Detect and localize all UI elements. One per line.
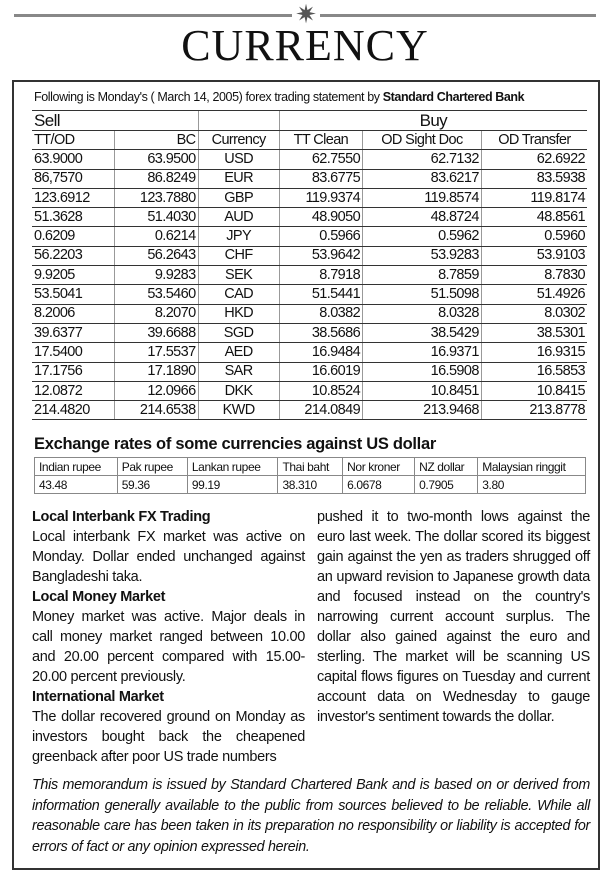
intro-text xyxy=(34,90,524,104)
article-col-1 xyxy=(32,507,305,767)
cell: 83.6775 xyxy=(279,169,362,188)
currency-panel xyxy=(12,80,600,870)
usd-rates-heading: Exchange rates of some currencies against US dollar xyxy=(34,435,436,453)
table-row xyxy=(32,150,587,169)
para-local-fx: Local interbank FX market was active on Monday. Dollar ended unchanged against Bangladeshi taka. xyxy=(32,529,305,585)
cell: 53.5041 xyxy=(32,285,115,304)
cell: Indian rupee xyxy=(35,458,118,476)
cell: 8.2070 xyxy=(115,304,198,323)
table-row xyxy=(32,401,587,420)
cell: 38.5301 xyxy=(481,323,587,342)
cell: OD Transfer xyxy=(481,131,587,150)
cell: KWD xyxy=(198,401,279,420)
cell: 9.9283 xyxy=(115,266,198,285)
cell: 51.3628 xyxy=(32,208,115,227)
para-international-cont: pushed it to two-month lows against the euro last week. The dollar scored its biggest gain against the yen as traders shrugged off an upward revision to Japanese growth data and focused instead on the country's narrowing current account surplus. The dollar also gained against the euro and sterling. The market will be scanning US capital flows figures on Tuesday and current account data on Wednesday to gauge investor's sentiment towards the dollar. xyxy=(317,509,590,725)
cell: 17.5400 xyxy=(32,343,115,362)
cell: 86,7570 xyxy=(32,169,115,188)
cell: 38.5429 xyxy=(363,323,482,342)
table-row xyxy=(32,188,587,207)
starburst-icon: ✷ xyxy=(292,0,320,28)
cell: Thai baht xyxy=(278,458,343,476)
cell: 0.6214 xyxy=(115,227,198,246)
table-row xyxy=(32,343,587,362)
cell: GBP xyxy=(198,188,279,207)
cell: 10.8524 xyxy=(279,381,362,400)
cell: 99.19 xyxy=(187,476,278,494)
cell: 16.5908 xyxy=(363,362,482,381)
cell: 63.9000 xyxy=(32,150,115,169)
group-header-row xyxy=(32,111,587,131)
forex-table xyxy=(32,110,587,420)
article-col-2 xyxy=(317,507,590,767)
cell: 8.7859 xyxy=(363,266,482,285)
cell: 43.48 xyxy=(35,476,118,494)
cell: 119.9374 xyxy=(279,188,362,207)
cell: 119.8174 xyxy=(481,188,587,207)
cell: 16.5853 xyxy=(481,362,587,381)
cell: 214.0849 xyxy=(279,401,362,420)
usd-rates-table xyxy=(34,457,586,494)
cell: Lankan rupee xyxy=(187,458,278,476)
cell: TT Clean xyxy=(279,131,362,150)
cell: Nor kroner xyxy=(343,458,415,476)
cell: 8.7830 xyxy=(481,266,587,285)
cell: BC xyxy=(115,131,198,150)
cell: CHF xyxy=(198,246,279,265)
cell: 17.5537 xyxy=(115,343,198,362)
cell: 0.5960 xyxy=(481,227,587,246)
buy-header: Buy xyxy=(279,111,587,131)
page-title: CURRENCY xyxy=(181,21,429,70)
cell: 17.1756 xyxy=(32,362,115,381)
cell: 51.5098 xyxy=(363,285,482,304)
table-row xyxy=(32,304,587,323)
table-row xyxy=(32,227,587,246)
cell: 63.9500 xyxy=(115,150,198,169)
cell: NZ dollar xyxy=(415,458,478,476)
cell: 48.8561 xyxy=(481,208,587,227)
cell: 119.8574 xyxy=(363,188,482,207)
cell: 53.5460 xyxy=(115,285,198,304)
cell: EUR xyxy=(198,169,279,188)
cell: 8.0328 xyxy=(363,304,482,323)
cell: AED xyxy=(198,343,279,362)
cell: 12.0966 xyxy=(115,381,198,400)
cell: 213.9468 xyxy=(363,401,482,420)
cell: 10.8415 xyxy=(481,381,587,400)
cell: 51.5441 xyxy=(279,285,362,304)
cell: 48.8724 xyxy=(363,208,482,227)
cell: 0.5962 xyxy=(363,227,482,246)
table-row xyxy=(32,362,587,381)
cell: 17.1890 xyxy=(115,362,198,381)
cell: 62.7132 xyxy=(363,150,482,169)
cell: 16.6019 xyxy=(279,362,362,381)
disclaimer: This memorandum is issued by Standard Chartered Bank and is based on or derived from information generally available to the public from sources believed to be reliable. While all reasonable care has been taken in its preparation no responsibility or liability is accepted for errors of fact or any opinion expressed herein. xyxy=(32,777,590,855)
cell: 214.4820 xyxy=(32,401,115,420)
cell: 38.5686 xyxy=(279,323,362,342)
table-row xyxy=(32,266,587,285)
table-row xyxy=(32,381,587,400)
usd-header-row xyxy=(35,458,586,476)
cell: 39.6377 xyxy=(32,323,115,342)
cell: HKD xyxy=(198,304,279,323)
cell: 214.6538 xyxy=(115,401,198,420)
sell-header: Sell xyxy=(32,111,198,131)
table-row xyxy=(32,323,587,342)
cell: 213.8778 xyxy=(481,401,587,420)
article xyxy=(32,507,590,767)
cell: Malaysian ringgit xyxy=(478,458,586,476)
cell: 10.8451 xyxy=(363,381,482,400)
blank-header xyxy=(198,111,279,131)
cell: 53.9103 xyxy=(481,246,587,265)
para-international: The dollar recovered ground on Monday as investors bought back the cheapened greenback after poor US trade numbers xyxy=(32,709,305,765)
cell: 86.8249 xyxy=(115,169,198,188)
cell: 16.9315 xyxy=(481,343,587,362)
cell: TT/OD xyxy=(32,131,115,150)
table-row xyxy=(32,169,587,188)
para-money-market: Money market was active. Major deals in call money market ranged between 10.00 and 20.00 percent compared with 15.00-20.00 percent previously. xyxy=(32,609,305,685)
cell: 62.6922 xyxy=(481,150,587,169)
table-row xyxy=(32,208,587,227)
cell: 8.0302 xyxy=(481,304,587,323)
table-row xyxy=(32,246,587,265)
cell: 3.80 xyxy=(478,476,586,494)
cell: 62.7550 xyxy=(279,150,362,169)
cell: AUD xyxy=(198,208,279,227)
cell: 39.6688 xyxy=(115,323,198,342)
cell: JPY xyxy=(198,227,279,246)
cell: Pak rupee xyxy=(117,458,187,476)
cell: 123.7880 xyxy=(115,188,198,207)
bank-name: Standard Chartered Bank xyxy=(382,90,525,104)
cell: OD Sight Doc xyxy=(363,131,482,150)
cell: 0.5966 xyxy=(279,227,362,246)
intro-body: Following is Monday's ( March 14, 2005) forex trading statement by xyxy=(34,90,383,104)
cell: SGD xyxy=(198,323,279,342)
table-row xyxy=(32,285,587,304)
heading-money-market: Local Money Market xyxy=(32,589,166,605)
cell: 48.9050 xyxy=(279,208,362,227)
heading-international: International Market xyxy=(32,689,164,705)
cell: 8.0382 xyxy=(279,304,362,323)
cell: 0.7905 xyxy=(415,476,478,494)
cell: 0.6209 xyxy=(32,227,115,246)
cell: 53.9283 xyxy=(363,246,482,265)
column-header-row xyxy=(32,131,587,150)
cell: USD xyxy=(198,150,279,169)
cell: CAD xyxy=(198,285,279,304)
cell: 16.9371 xyxy=(363,343,482,362)
cell: 56.2643 xyxy=(115,246,198,265)
cell: 51.4926 xyxy=(481,285,587,304)
cell: SAR xyxy=(198,362,279,381)
cell: 16.9484 xyxy=(279,343,362,362)
cell: 6.0678 xyxy=(343,476,415,494)
cell: 8.2006 xyxy=(32,304,115,323)
cell: 53.9642 xyxy=(279,246,362,265)
cell: SEK xyxy=(198,266,279,285)
cell: 59.36 xyxy=(117,476,187,494)
cell: 38.310 xyxy=(278,476,343,494)
cell: 8.7918 xyxy=(279,266,362,285)
cell: 12.0872 xyxy=(32,381,115,400)
cell: 9.9205 xyxy=(32,266,115,285)
cell: DKK xyxy=(198,381,279,400)
usd-values-row xyxy=(35,476,586,494)
cell: 51.4030 xyxy=(115,208,198,227)
cell: Currency xyxy=(198,131,279,150)
cell: 83.6217 xyxy=(363,169,482,188)
cell: 56.2203 xyxy=(32,246,115,265)
heading-local-fx: Local Interbank FX Trading xyxy=(32,509,211,525)
cell: 83.5938 xyxy=(481,169,587,188)
cell: 123.6912 xyxy=(32,188,115,207)
